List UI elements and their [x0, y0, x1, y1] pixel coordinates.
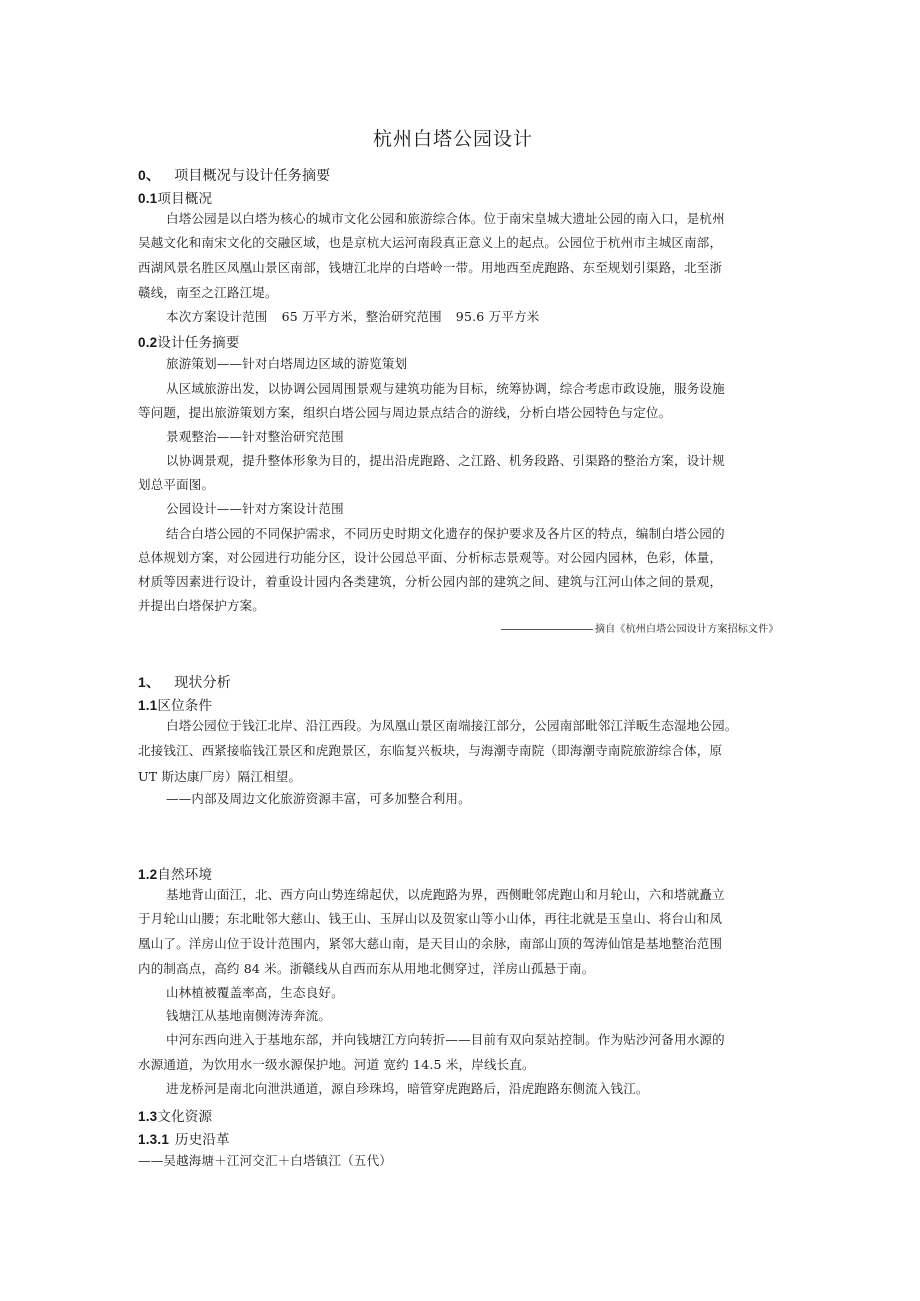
section-title: 设计任务摘要	[157, 335, 240, 351]
paragraph-line: UT 斯达康厂房）隔江相望。	[138, 769, 302, 784]
section-1-2-heading	[138, 866, 212, 884]
paragraph-line: 钱塘江从基地南侧涛涛奔流。	[166, 1008, 332, 1023]
paragraph-line: 内的制高点，高约 84 米。浙赣线从自西而东从用地北侧穿过，洋房山孤悬于南。	[138, 961, 595, 976]
section-number: 0.1	[138, 191, 158, 206]
section-title: 自然环境	[157, 867, 213, 883]
paragraph-line: 北接钱江、西紧接临钱江景区和虎跑景区，东临复兴板块，与海潮寺南院（即海潮寺南院旅游综合体，原	[138, 743, 723, 758]
section-title: 项目概况	[157, 191, 213, 207]
paragraph-line: 白塔公园是以白塔为核心的城市文化公园和旅游综合体。位于南宋皇城大遗址公园的南入口，是杭州	[166, 211, 725, 226]
section-title: 现状分析	[174, 675, 231, 691]
paragraph-line: 并提出白塔保护方案。	[138, 598, 266, 613]
paragraph-line: 赣线，南至之江路江堤。	[138, 285, 278, 300]
section-title: 区位条件	[157, 698, 213, 714]
section-1-heading	[138, 673, 231, 692]
paragraph-line: 西湖风景名胜区凤凰山景区南部，钱塘江北岸的白塔岭一带。用地西至虎跑路、东至规划引渠路，北至浙	[138, 260, 723, 275]
citation-dash-rule	[501, 629, 593, 630]
design-scope-line	[166, 309, 539, 325]
section-number: 1.3	[138, 1109, 158, 1124]
paragraph-line: 吴越文化和南宋文化的交融区域，也是京杭大运河南段真正意义上的起点。公园位于杭州市主城区南部，	[138, 235, 723, 250]
paragraph-line: 水源通道，为饮用水一级水源保护地。河道 宽约 14.5 米，岸线长直。	[138, 1057, 535, 1072]
section-1-1-heading	[138, 697, 212, 715]
paragraph-line: 等问题，提出旅游策划方案，组织白塔公园与周边景点结合的游线，分析白塔公园特色与定位。	[138, 405, 672, 420]
paragraph-line: ——内部及周边文化旅游资源丰富，可多加整合利用。	[166, 791, 471, 806]
section-number: 1.1	[138, 698, 158, 713]
section-0-2-heading	[138, 334, 240, 352]
task-heading: 旅游策划——针对白塔周边区域的游览策划	[166, 356, 408, 371]
paragraph-line: 从区域旅游出发，以协调公园周围景观与建筑功能为目标，统筹协调，综合考虑市政设施，服务设施	[166, 381, 725, 396]
section-number: 1、	[138, 674, 161, 690]
section-number: 1.3.1	[138, 1132, 170, 1147]
section-0-heading	[138, 166, 330, 185]
paragraph-line: 结合白塔公园的不同保护需求，不同历史时期文化遗存的保护要求及各片区的特点，编制白塔公园的	[166, 526, 725, 541]
section-title: 文化资源	[157, 1109, 213, 1125]
section-1-3-heading	[138, 1108, 212, 1126]
paragraph-line: 基地背山面江，北、西方向山势连绵起伏，以虎跑路为界，西侧毗邻虎跑山和月轮山，六和塔就矗立	[166, 887, 725, 902]
section-1-3-1-heading	[138, 1131, 230, 1149]
paragraph-line: 划总平面图。	[138, 477, 215, 492]
paragraph-line: 凰山了。洋房山位于设计范围内，紧邻大慈山南，是天目山的余脉，南部山顶的驾涛仙馆是基地整治范围	[138, 936, 723, 951]
paragraph-line: 以协调景观，提升整体形象为目的，提出沿虎跑路、之江路、机务段路、引渠路的整治方案，设计规	[166, 453, 725, 468]
paragraph-line: 山林植被覆盖率高，生态良好。	[166, 985, 344, 1000]
section-0-1-heading	[138, 190, 212, 208]
scope-value-2: 95.6 万平方米	[455, 309, 540, 324]
paragraph-line: 总体规划方案，对公园进行功能分区，设计公园总平面、分析标志景观等。对公园内园林，色彩，体量，	[138, 550, 723, 565]
citation	[501, 623, 779, 637]
paragraph-line: 于月轮山山腰；东北毗邻大慈山、钱王山、玉屏山以及贺家山等小山体，再往北就是玉皇山、将台山和凤	[138, 911, 723, 926]
paragraph-line: 材质等因素进行设计，着重设计园内各类建筑，分析公园内部的建筑之间、建筑与江河山体之间的景观，	[138, 574, 723, 589]
history-line: ——吴越海塘＋江河交汇＋白塔镇江（五代）	[138, 1153, 393, 1168]
citation-text: 摘自《杭州白塔公园设计方案招标文件》	[595, 624, 779, 635]
task-heading: 景观整治——针对整治研究范围	[166, 429, 344, 444]
page-title: 杭州白塔公园设计	[373, 128, 534, 150]
section-number: 0.2	[138, 335, 158, 350]
section-title: 项目概况与设计任务摘要	[174, 168, 331, 184]
scope-value: 65 万平方米，整治研究范围	[281, 309, 442, 324]
paragraph-line: 中河东西向进入于基地东部，并向钱塘江方向转折——目前有双向泵站控制。作为贴沙河备用水源的	[166, 1032, 725, 1047]
paragraph-line: 白塔公园位于钱江北岸、沿江西段。为凤凰山景区南端接江部分，公园南部毗邻江洋畈生态湿地公园。	[166, 718, 738, 733]
scope-label: 本次方案设计范围	[166, 309, 268, 324]
task-heading: 公园设计——针对方案设计范围	[166, 501, 344, 516]
section-title: 历史沿革	[175, 1132, 230, 1148]
section-number: 1.2	[138, 867, 158, 882]
paragraph-line: 进龙桥河是南北向泄洪通道，源自珍珠坞，暗管穿虎跑路后，沿虎跑路东侧流入钱江。	[166, 1081, 649, 1096]
section-number: 0、	[138, 167, 161, 183]
